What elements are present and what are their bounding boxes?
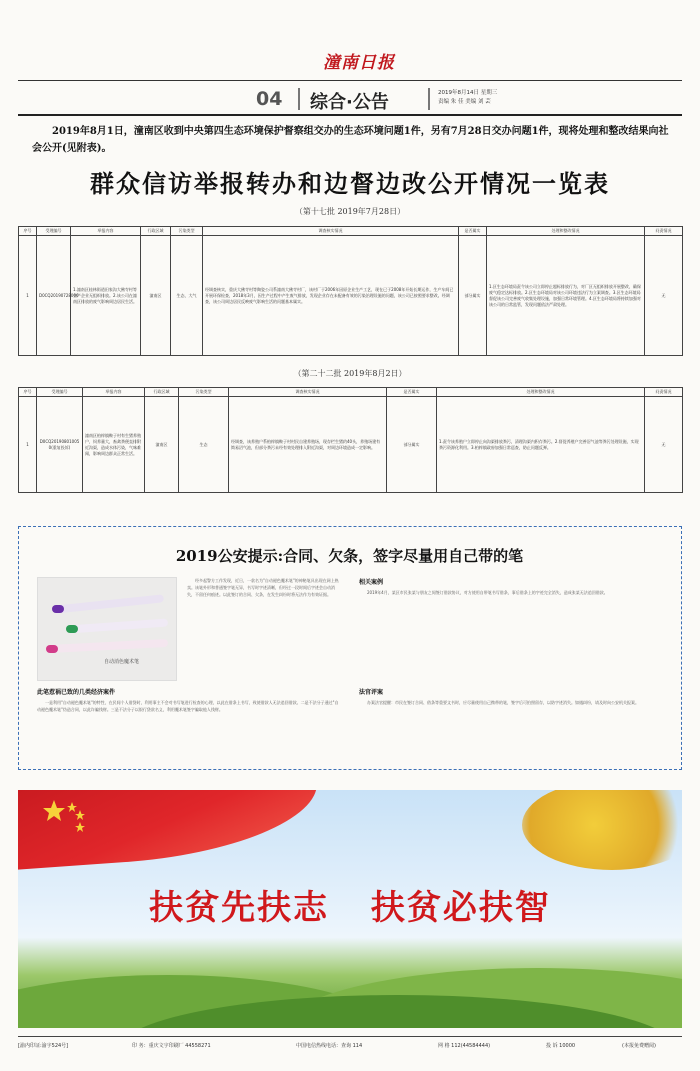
footer-tag: (本报免费赠阅)	[622, 1043, 656, 1049]
pollution-type: 生态	[179, 397, 229, 493]
investigation: 经调查核实，重庆大佛寺村等陶瓷公司系潼南大佛寺村厂，该村厂于2006年因原企业生产工艺，现在已于2008年开始长期运作，生产车间已开展环保检查，2018年3月，因生产过程中产生废气排放，发现企业存在未配备有效的污染治理设施的问题，该公司已按照要求整改。经调查，该公司周边居民反映废气影响生活的问题基本属实。	[203, 236, 459, 356]
case-table	[18, 226, 683, 356]
row-number: 1	[19, 236, 37, 356]
section-subtitle: 相关案例	[359, 579, 384, 586]
header-cell: 是否属实	[387, 388, 437, 397]
district: 潼南区	[141, 236, 171, 356]
table-header-row	[19, 227, 683, 236]
accountability: 无	[645, 397, 683, 493]
verified-status: 部分属实	[459, 236, 487, 356]
header-cell: 污染类型	[171, 227, 203, 236]
case-code: D0CQ20190801005 0(重复投诉)	[37, 397, 83, 493]
section-subtitle: 法官评案	[359, 689, 384, 696]
footer-rule	[18, 1036, 682, 1037]
case-table	[18, 387, 683, 493]
pen-body	[48, 639, 168, 653]
header-cell: 行政区域	[141, 227, 171, 236]
slogan-right: 扶贫必扶智	[370, 888, 551, 928]
pen-photo	[37, 577, 177, 681]
newspaper-logo: 潼南日报	[323, 53, 395, 73]
police-notice-box	[18, 526, 682, 770]
header-cell: 序号	[19, 227, 37, 236]
masthead-divider	[298, 88, 300, 110]
autumn-tree	[522, 790, 682, 870]
pen-cap-green	[66, 625, 78, 633]
header-cell: 受理编号	[37, 227, 71, 236]
district: 潼南区	[145, 397, 179, 493]
pen-body	[54, 594, 164, 613]
lead-paragraph: 2019年8月1日，潼南区收到中央第四生态环境保护督察组交办的生态环境问题1件，另有7月28日交办问题1件，现将处理和整改结果向社会公开(见附表)。	[32, 126, 669, 154]
header-cell: 污染类型	[179, 388, 229, 397]
masthead-rule-top	[18, 80, 682, 81]
editor-line: 责编 朱 佳 美编 刘 芸	[438, 99, 491, 105]
header-cell: 行政区域	[145, 388, 179, 397]
footer-printer: 印 务：重庆文宇印刷厂 44558271	[132, 1043, 211, 1049]
header-cell: 受理编号	[37, 388, 83, 397]
table-row	[19, 236, 683, 356]
header-cell: 序号	[19, 388, 37, 397]
masthead	[18, 44, 682, 114]
page-title: 群众信访举报转办和边督边改公开情况一览表	[90, 170, 610, 198]
handling: 1.责令该养殖户立即停止向沟渠排放粪污，清理沟渠内积存粪污。2.督促养殖户完善沼气池等粪污处理设施，实现粪污资源化利用。3.柏梓镇政府加强日常巡查，防止问题反弹。	[437, 397, 645, 493]
header-cell: 问责情况	[645, 388, 683, 397]
pen-body	[68, 619, 168, 634]
publication-date: 2019年8月14日 星期三	[438, 90, 498, 96]
intro-text: 经多起警方工作发现，近日，一款名为"自动褪色魔术笔"的神秘笔具出现在网上热卖。该笔外形和普通签字笔无异，书写时字迹清晰，但经过一段时间后字迹会自动消失，不留任何痕迹。以此签订的合同、欠条，在发生纠纷时将无法作为有效证据。	[187, 578, 339, 598]
case-code: D0CQ20190728006	[37, 236, 71, 356]
pollution-type: 生态、大气	[171, 236, 203, 356]
batch-label: （第十七批 2019年7月28日）	[294, 207, 406, 216]
banner-slogan	[18, 880, 682, 929]
batch-label: （第二十二批 2019年8月2日）	[293, 369, 407, 378]
section-name: 综合·公告	[310, 92, 389, 113]
publication-meta	[438, 89, 497, 107]
header-cell: 调查核实情况	[203, 227, 459, 236]
police-notice-title: 2019公安提示:合同、欠条，签字尽量用自己带的笔	[175, 547, 524, 565]
masthead-divider	[428, 88, 430, 110]
header-cell: 是否属实	[459, 227, 487, 236]
header-cell: 问责情况	[645, 227, 683, 236]
page-number: 04	[256, 88, 283, 110]
handling: 1.区生态环境局责令该公司立即停止超标排放行为，对厂区无组织排放开展整改，确保废气稳定达标排放。2.区生态环境局对该公司环境违法行为立案调查。3.区生态环境局督促该公司完善废气收集处理设施，加强日常环境管理。4.区生态环境局将持续加强对该公司的日常监管，发现问题依法严肃处理。	[487, 236, 645, 356]
complaint-content: 潼南区柏梓镇鞍子村有生猪养殖户，饲养量大，畜禽粪便直排附近沟渠，造成水体污染，气味难闻，影响周边群众正常生活。	[83, 397, 145, 493]
footer-complaint: 投 诉 10000	[546, 1043, 576, 1049]
pen-cap-pink	[46, 645, 58, 653]
photo-caption: 自动消色魔术笔	[104, 659, 140, 665]
header-cell: 处理和整改情况	[437, 388, 645, 397]
header-cell: 处理和整改情况	[487, 227, 645, 236]
complaint-content: 1.潼南区桂林街道田家沟大佛寺村等生产企业无组织排放。2.该公司在潼南区排放的废气影响周边居民生活。	[71, 236, 141, 356]
footer-hotline: 网 格 112(44584444)	[438, 1043, 491, 1049]
cases-text: 一是利用"自动褪色魔术笔"的特性，在民间个人借贷时，利用事主不会对书写笔进行检查的心理，以此在借条上书写，致使借款人无法追回借款。二是不法分子通过"自动褪色魔术笔"伪造合同，以此诈骗钱财。三是不法分子以银行贷款名义，利用魔术笔签字骗取他人钱财。	[37, 700, 339, 713]
row-number: 1	[19, 397, 37, 493]
pen-cap-purple	[52, 605, 64, 613]
header-cell: 调查核实情况	[229, 388, 387, 397]
verified-status: 部分属实	[387, 397, 437, 493]
accountability: 无	[645, 236, 683, 356]
masthead-rule-bottom	[18, 114, 682, 116]
header-cell: 举报内容	[83, 388, 145, 397]
table-header-row	[19, 388, 683, 397]
footer-phone: 中国电信热线电话：查询 114	[296, 1043, 363, 1049]
table-row	[19, 397, 683, 493]
section-subtitle: 此笔惹祸已致的几类经济案件	[37, 689, 116, 696]
footer-license: [渝内印证:渝字524号]	[18, 1043, 69, 1049]
star-icon	[42, 798, 102, 838]
related-case-text: 2019年4月，某区市民张某与朋友之间签订借款协议，对方使用自带笔书写借条，事后借条上的字迹完全消失，造成张某无法追回借款。	[367, 590, 608, 595]
judge-comment-text: 办案法官提醒：市民在签订合同、借条等重要文书时，应尽量使用自己携带的笔，签字后可拍照留存，以防字迹消失。如遇纠纷，请及时向公安机关报案。	[367, 700, 639, 705]
header-cell: 举报内容	[71, 227, 141, 236]
poverty-alleviation-banner	[18, 790, 682, 1028]
slogan-left: 扶贫先扶志	[149, 888, 330, 928]
investigation: 经调查，该养殖户系柏梓镇鞍子村村民自建养殖场，现存栏生猪约40头，养殖场建有简易沼气池，但部分粪污未经有效处理排入附近沟渠，对周边环境造成一定影响。	[229, 397, 387, 493]
